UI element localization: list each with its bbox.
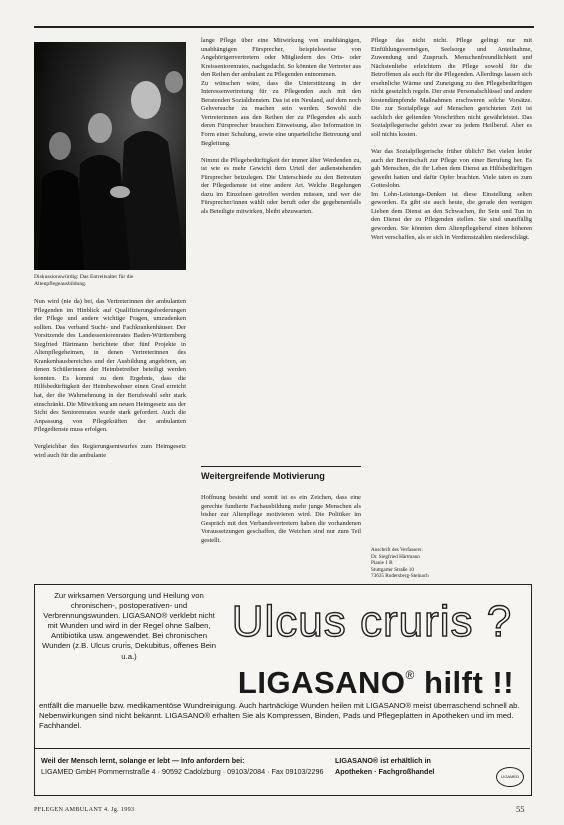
- ad-slogan-suffix: hilft !!: [414, 665, 515, 700]
- article-column-3: Pflege das nicht nicht. Pflege gelingt nur mit Einfühlungsvermögen, Seelsorge und Anteilnahme, Zuwendung und Zuspruch. Menschenfreundlichkeit und Nächstenliebe erleichtern die Pflege sowohl für die Betroffenen als auch für die Pflegenden. Allerdings lassen sich ersehnliche Wärme und Zuneigung zu den Pflegebedürftigen nicht gesetzlich regeln. Der erste Personalschlüssel und andere kostendämpfende Maßnahmen erschweren solche Vorsätze. Die zur Sozialpflege auf Menschen gerichteten Zeit ist sachlich der geltenden Vorschriften nicht gewährleistet. Das Sozialpflegerische gehört zwar zu jedem Heilberuf. Aber es soll nichts kosten. War das Sozialpflegerische früher üblich? Bei vielen leider auch der Bereitschaft zur Pflege von einer Berufung her. Es gab Menschen, die ihr Leben dem Dienst an Hilfsbedürftigen geweiht hatten und dafür Opfer brachten. Viele taten es zum Gotteslohn. Im Lohn-Leistungs-Denken ist diese Einstellung selten geworden. Es gibt sie auch heute, die gerade den wenigen Lieben dem Dienst an den Schwachen, ihr Sein und Tun in den Dienst der zu Pflegenden stellen. Sie sind unauffällig geworden. Sie könnten dem Altenpflegeberuf einen höheren Wert verschaffen, als er sich in Verdienstzahlen niederschlägt.: [371, 37, 532, 241]
- ad-availability-title: LIGASANO® ist erhältlich in: [335, 756, 431, 765]
- audience-photo-illustration: [34, 42, 186, 270]
- article-photo: [34, 42, 186, 270]
- ad-availability: [335, 755, 505, 777]
- section-subhead: [201, 466, 361, 481]
- ad-body-text: entfällt die manuelle bzw. medikamentöse Wundreinigung. Auch hartnäckige Wunden heilen mit LIGASANO® meist überraschend schnell ab. Nebenwirkungen sind nicht bekannt. LIGASANO® erhalten Sie als Kompressen, Binden, Pads und Pflegeplatten in Apotheken und im med. Fachhandel.: [39, 701, 520, 731]
- ad-contact-address: LIGAMED GmbH Pommernstraße 4 · 90592 Cadolzburg · 09103/2084 · Fax 09103/2296: [41, 767, 324, 776]
- photo-caption: Diskussionswürdig: Das Entreitsalter für die Altenpflegeausbildung.: [34, 274, 134, 288]
- ad-availability-outlets: Apotheken · Fachgroßhandel: [335, 767, 435, 776]
- top-rule: [34, 26, 534, 28]
- journal-footer: PFLEGEN AMBULANT 4. Jg. 1993: [34, 806, 135, 813]
- author-address: Anschrift des Verfassers: Dr. Siegfried Härtmann Planie 1 B Stuttgarter Straße 10 73635 Rudersberg-Steinach: [371, 547, 429, 579]
- page-number: 55: [516, 804, 525, 814]
- ad-footer: [35, 748, 530, 779]
- registered-mark: ®: [405, 668, 415, 682]
- article-column-1: Nun wird (nie da) bei, das Vertreterinnen der ambulanten Pflegenden im Hinblick auf Qualifizierungsforderungen der Pflege und andere wichtige Fragen, umzudenken sollten. Das verband Sucht- und Fachkrankenhäuser. Der Vorsitzende des Landesseniorenrates Baden-Württemberg Siegfried Härtmann berichtete über fünf Projekte in Altenpflegeheimen, in denen Vertreterinnen des Krankenhausbereiches und der Ausbildung angehören, an denen Schülerinnen der Heimbetreiber beteiligt werden konnten. Es kommt zu dem Ergebnis, dass die Hilfsbedürftigkeit der Heimbewohner einen Grad erreicht hat, der die Wahrnehmung in der Berufswahl sehr stark einschränkt. Die Mitwirkung am neuen Heimgesetz aus der Sicht des Seniorenrates wurde stark gefordert. Auch die Anpassung von Pflegekräften der ambulanten Pflegedienste muss erfolgen. Vergleichbar des Regierungsentwurfes zum Heimgesetz wird auch für die ambulante: [34, 298, 186, 459]
- ligamed-logo: LIGAMED: [496, 767, 524, 787]
- ad-slogan: [226, 657, 526, 701]
- subhead-text: Weitergreifende Motivierung: [201, 471, 325, 481]
- ad-headline: Ulcus cruris ?: [231, 597, 513, 646]
- ad-contact: [41, 755, 331, 777]
- article-column-2b: Hoffnung besteht und somit ist es ein Zeichen, dass eine gerechte fundierte Fachausbildung mehr junge Menschen als bisher zur Altenpflege motivieren wird. Die Politiker im Gespräch mit den Verbandsvertretern haben die vorhandenen Voraussetzungen geschaffen, die Weichen sind nur zum Teil gestellt.: [201, 494, 361, 544]
- ad-contact-cta: Weil der Mensch lernt, solange er lebt — Info anfordern bei:: [41, 756, 245, 765]
- advertisement-box: [34, 584, 532, 796]
- article-column-2: lange Pflege über eine Mitwirkung von unabhängigen, unabhängigen Fürsprecher, beispielsweise von Angehörigenvertretern oder Mitgliedern des Orts- oder Kreisseniorenrates, nachgedacht. So könnten die Vertreter aus den Reihen der ambulant zu Pflegenden entnommen. Zu wünschen wäre, dass die Unterstützung in der Interessenvertretung für zu Pflegenden auch mit den Beratenden Sozialdiensten. Das ist ein Neuland, auf dem noch Gehversuche zu machen sein werden. Sowohl die Vertreterinnen aus den Reihen der zu Pflegenden als auch deren Fürsprecher brauchen Einweisung, also Information in Form einer Schulung, sowie eine unparteiliche Betreuung und Begleitung. Nimmt die Pflegebedürftigkeit der immer älter Werdenden zu, ist wie es mehr Gewicht dem Urteil der außenstehenden Fürsprecher beizulegen. Die Unterschiede zu den Betreuten der Pflegedienste ist eine andere Art. Welche Regelungen dazu im Einzelnen getroffen werden müssen, und wer die Fürsprecher/innen wählt oder beruft oder die gegebenenfalls als Beteiligte mitwirken, bleibt abzuwarten.: [201, 37, 361, 215]
- ad-brand: LIGASANO: [237, 665, 406, 700]
- ad-intro-text: Zur wirksamen Versorgung und Heilung von chronischen-, postoperativen- und Verbrennungswunden. LIGASANO® verklebt nicht mit Wunden und wird in der Regel ohne Salben, Antibiotika usw. angewendet. Bei chronischen Wunden (z.B. Ulcus cruris, Dekubitus, offenes Bein u.a.): [41, 591, 217, 661]
